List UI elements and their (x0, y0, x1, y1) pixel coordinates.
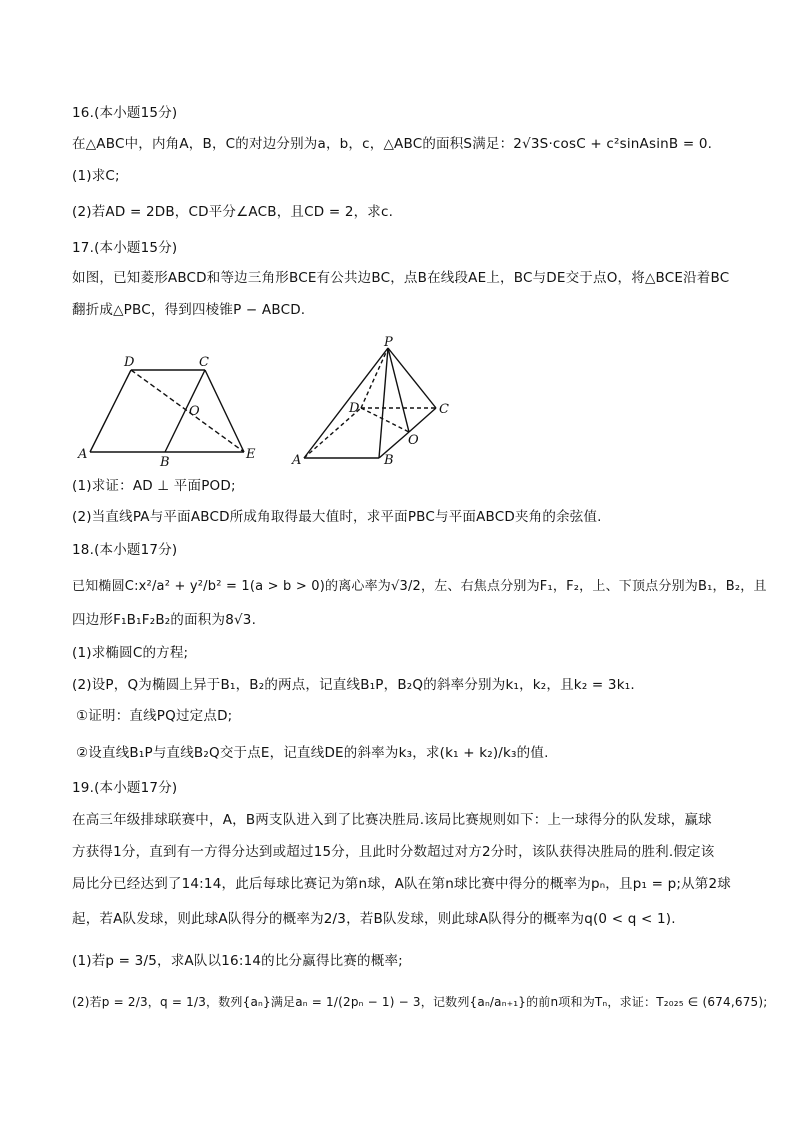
segment-PA (304, 348, 388, 458)
q19-part2: (2)若p = 2/3，q = 1/3，数列{aₙ}满足aₙ = 1/(2pₙ − 1) − 3，记数列{aₙ/aₙ₊₁}的前n项和为Tₙ，求证：T₂₀₂₅ ∈ (674,675); (72, 995, 768, 1009)
label-E: E (246, 447, 256, 462)
q18-part1: (1)求椭圆C的方程; (72, 645, 189, 661)
label-A: A (292, 453, 302, 468)
q16-title: 16.(本小题15分) (72, 105, 178, 121)
q19-part1: (1)若p = 3/5，求A队以16:14的比分赢得比赛的概率; (72, 953, 403, 969)
q19-stem-line4: 起，若A队发球，则此球A队得分的概率为2/3，若B队发球，则此球A队得分的概率为q(0 < q < 1). (72, 911, 676, 927)
segment-AD (90, 370, 131, 452)
q19-title: 19.(本小题17分) (72, 780, 178, 796)
label-D: D (124, 355, 135, 370)
label-A: A (78, 447, 88, 462)
label-O: O (189, 404, 200, 419)
label-C: C (439, 402, 449, 417)
q18-title: 18.(本小题17分) (72, 542, 178, 558)
segment-DO-dashed (361, 408, 409, 432)
label-P: P (384, 336, 393, 350)
q18-sub1: ①证明：直线PQ过定点D; (76, 708, 233, 724)
segment-CE (205, 370, 244, 452)
label-B: B (384, 453, 394, 468)
segment-OC (409, 408, 436, 432)
q19-stem-line1: 在高三年级排球联赛中，A，B两支队进入到了比赛决胜局.该局比赛规则如下：上一球得分的队发球，赢球 (72, 812, 712, 828)
q17-stem-line1: 如图，已知菱形ABCD和等边三角形BCE有公共边BC，点B在线段AE上，BC与DE交于点O，将△BCE沿着BC (72, 270, 730, 286)
q17-part1: (1)求证：AD ⊥ 平面POD; (72, 478, 236, 494)
q16-stem: 在△ABC中，内角A，B，C的对边分别为a，b，c，△ABC的面积S满足：2√3S·cosC + c²sinAsinB = 0. (72, 136, 713, 152)
q18-part2: (2)设P，Q为椭圆上异于B₁，B₂的两点，记直线B₁P，B₂Q的斜率分别为k₁，k₂，且k₂ = 3k₁. (72, 677, 635, 693)
label-B: B (160, 455, 170, 470)
label-D: D (349, 401, 360, 416)
q19-stem-line2: 方获得1分，直到有一方得分达到或超过15分，且此时分数超过对方2分时，该队获得决胜局的胜利.假定该 (72, 844, 715, 860)
q17-part2: (2)当直线PA与平面ABCD所成角取得最大值时，求平面PBC与平面ABCD夹角的余弦值. (72, 509, 602, 525)
q16-part2: (2)若AD = 2DB，CD平分∠ACB，且CD = 2，求c. (72, 204, 394, 220)
q18-sub2: ②设直线B₁P与直线B₂Q交于点E，记直线DE的斜率为k₃，求(k₁ + k₂)/k₃的值. (76, 745, 549, 761)
q18-stem-line1: 已知椭圆C:x²/a² + y²/b² = 1(a > b > 0)的离心率为√3/2，左、右焦点分别为F₁，F₂，上、下顶点分别为B₁，B₂，且 (72, 579, 767, 594)
segment-DE-dashed (131, 370, 244, 452)
q17-stem-line2: 翻折成△PBC，得到四棱锥P − ABCD. (72, 302, 306, 318)
figure-pyramid (286, 336, 466, 472)
q16-part1: (1)求C; (72, 168, 120, 184)
q19-stem-line3: 局比分已经达到了14:14，此后每球比赛记为第n球，A队在第n球比赛中得分的概率为pₙ，且p₁ = p;从第2球 (72, 876, 731, 892)
q18-stem-line2: 四边形F₁B₁F₂B₂的面积为8√3. (72, 612, 257, 628)
label-O: O (408, 433, 419, 448)
label-C: C (199, 355, 209, 370)
segment-PB (379, 348, 388, 458)
q17-title: 17.(本小题15分) (72, 240, 178, 256)
figure-rhombus-triangle (72, 352, 272, 470)
